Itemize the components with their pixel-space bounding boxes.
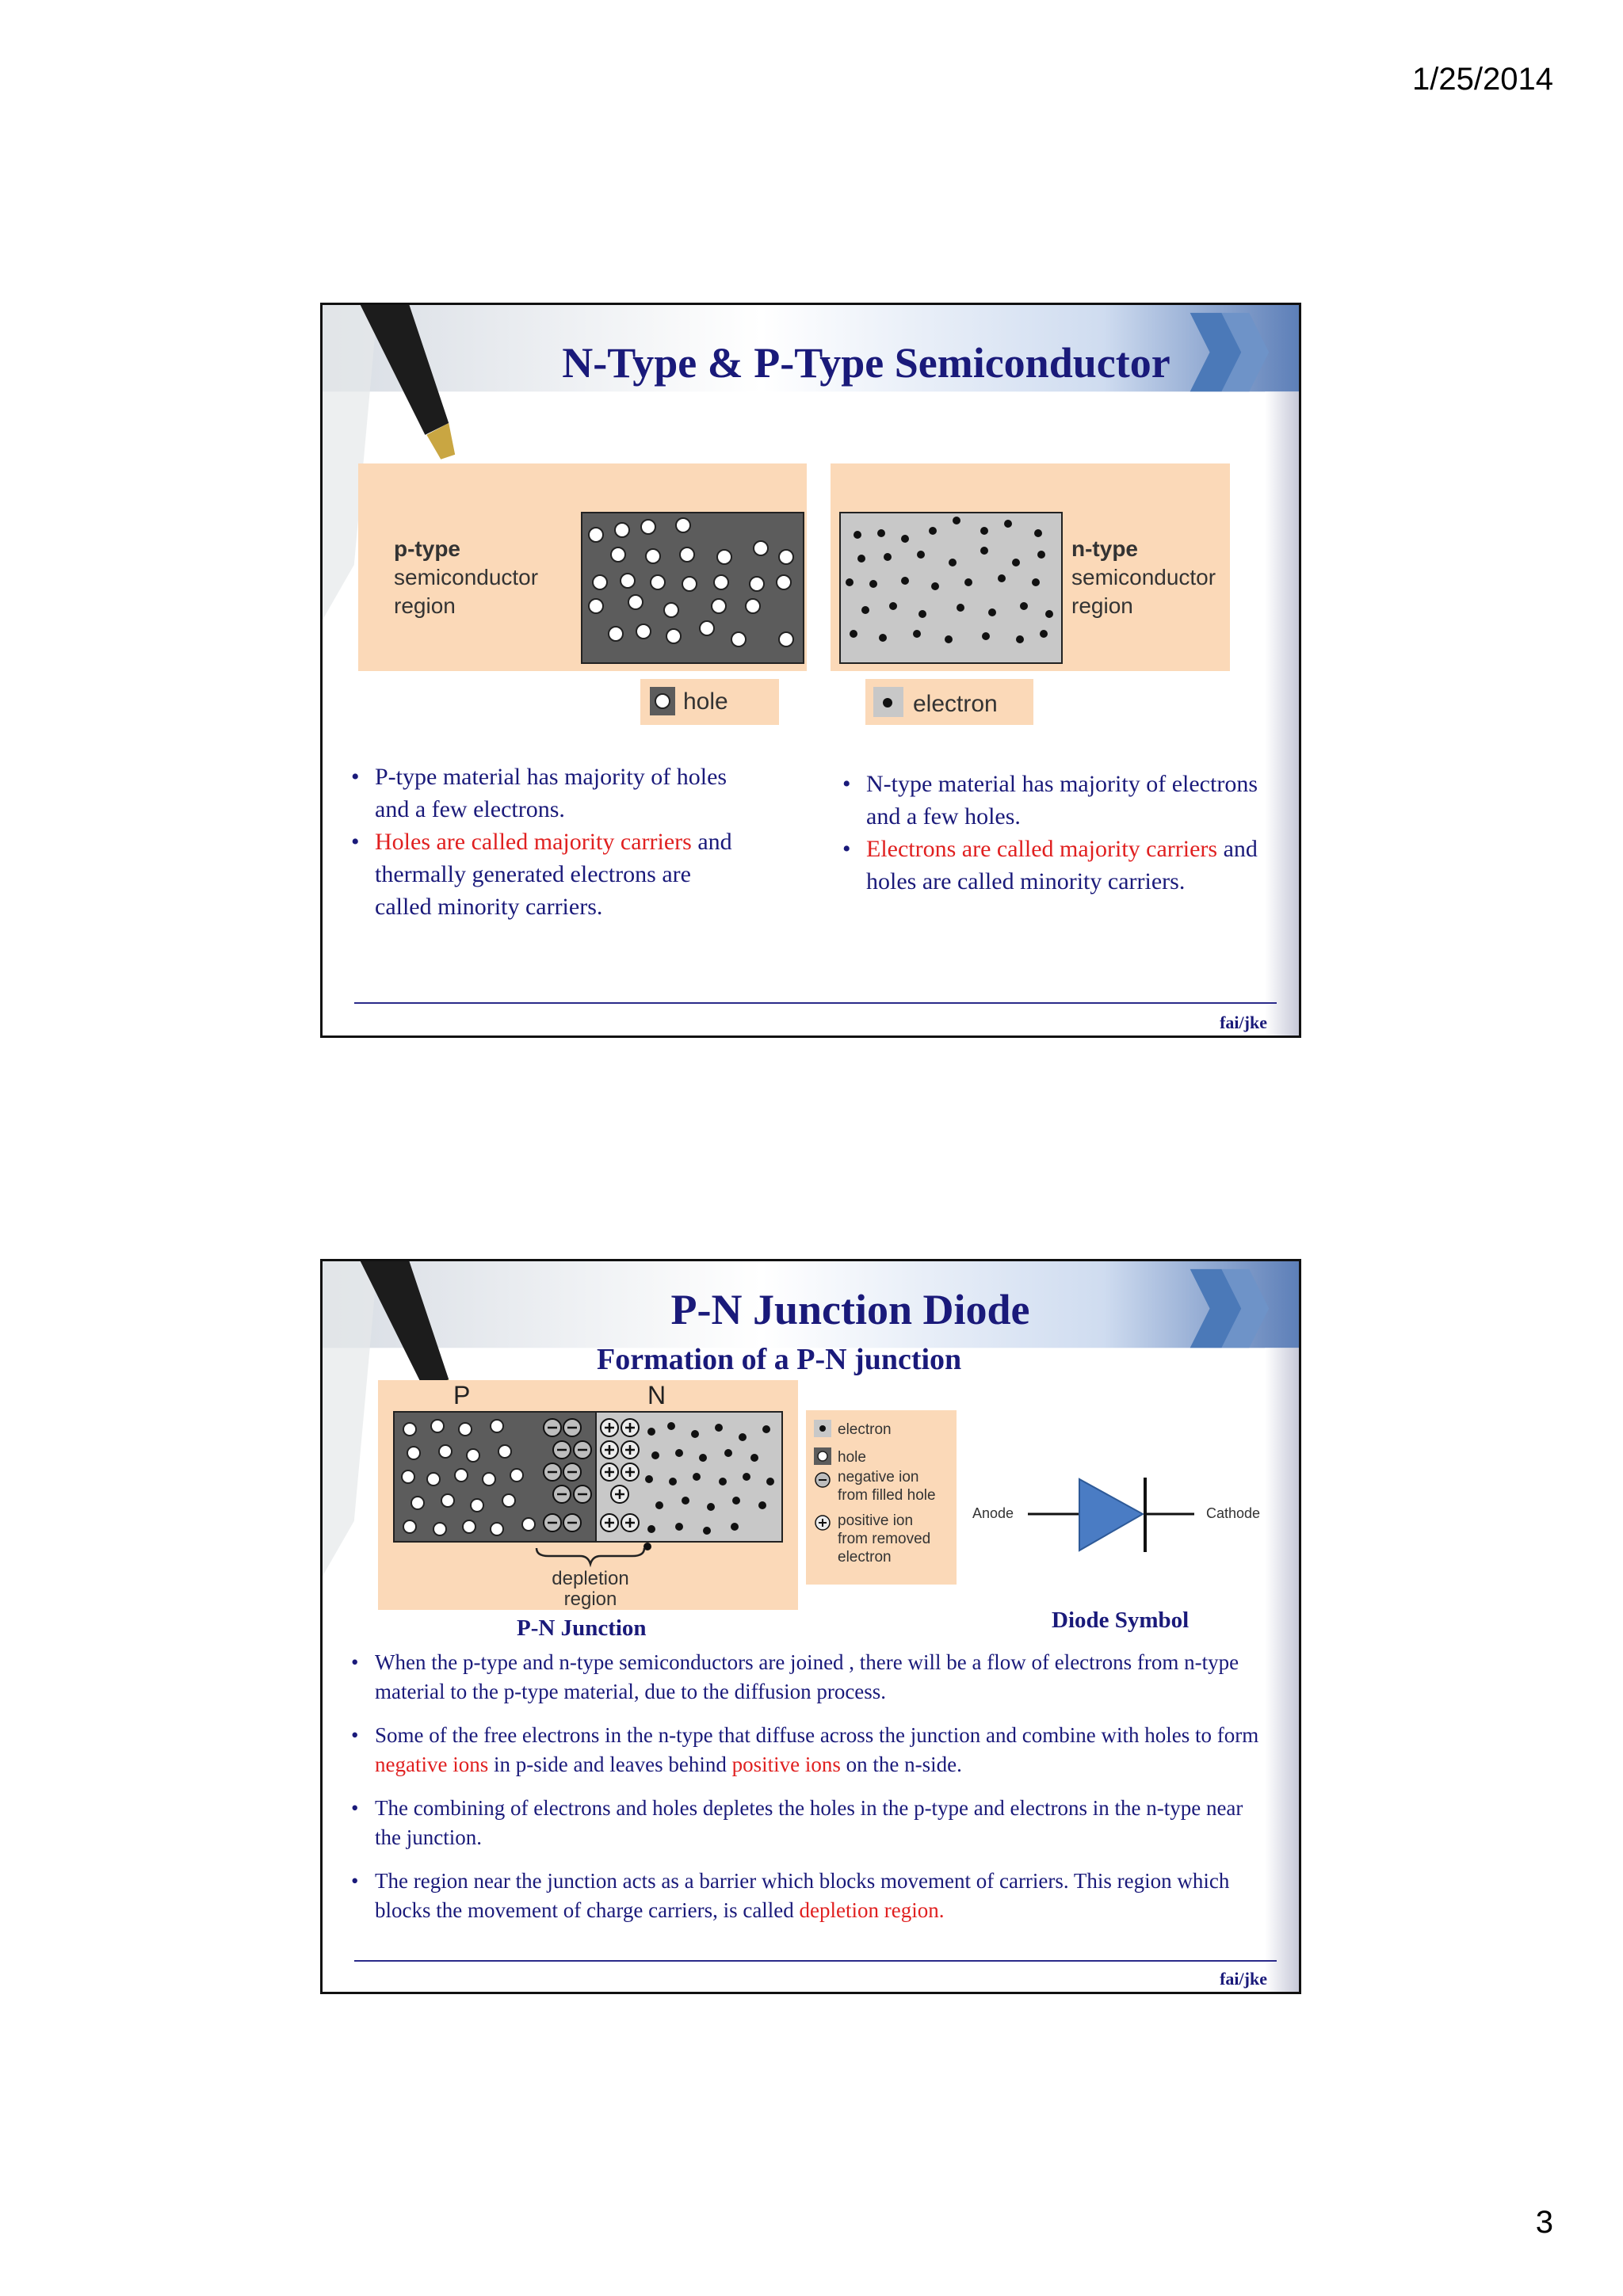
diode-symbol-caption: Diode Symbol <box>1052 1608 1190 1633</box>
hole-legend-icon <box>655 694 670 708</box>
pn-junction-figure <box>378 1380 964 1610</box>
legend-positive-ion: positive ion <box>838 1512 914 1529</box>
slide-2 <box>320 1259 1301 1994</box>
footer-mark: fai/jke <box>1220 1969 1267 1989</box>
footer-divider <box>354 1960 1277 1962</box>
electron-legend-icon <box>883 698 892 707</box>
legend-positive-ion-line3: electron <box>838 1549 892 1566</box>
legend-electron: electron <box>838 1421 892 1438</box>
page-number: 3 <box>1535 2205 1553 2240</box>
n-letter: N <box>647 1381 666 1409</box>
slide-2-subtitle: Formation of a P-N junction <box>597 1343 962 1376</box>
list-item: • Electrons are called majority carriers and holes are called minority carriers. <box>842 833 1270 898</box>
pn-junction-bullets <box>351 1648 1270 1939</box>
p-type-label: p-type <box>394 536 460 561</box>
anode-label: Anode <box>972 1505 1014 1521</box>
cathode-label: Cathode <box>1206 1505 1261 1521</box>
list-item: • The combining of electrons and holes depletes the holes in the p-type and electrons in the n-type near the junction. <box>351 1794 1270 1852</box>
hole-legend-label: hole <box>683 688 728 715</box>
depletion-label: depletion <box>552 1568 629 1589</box>
p-type-bullets <box>351 761 747 923</box>
n-type-label-line2: semiconductor <box>1071 565 1216 589</box>
list-item: • When the p-type and n-type semiconductors are joined , there will be a flow of electrons from n-type material to the p-type material, due to the diffusion process. <box>351 1648 1270 1707</box>
slide-2-title: P-N Junction Diode <box>670 1286 1030 1333</box>
diode-symbol <box>964 1471 1281 1558</box>
header-date: 1/25/2014 <box>1412 62 1553 97</box>
n-type-label-line3: region <box>1071 593 1133 618</box>
list-item: • Some of the free electrons in the n-type that diffuse across the junction and combine with holes to form negative ions in p-side and leaves behind positive ions on the n-side. <box>351 1721 1270 1779</box>
slide-1 <box>320 303 1301 1038</box>
legend-positive-ion-line2: from removed <box>838 1531 931 1547</box>
list-item: • Holes are called majority carriers and thermally generated electrons are called minority carriers. <box>351 826 747 923</box>
depletion-label-line2: region <box>563 1589 617 1610</box>
slide-1-title: N-Type & P-Type Semiconductor <box>562 339 1170 387</box>
legend-negative-ion: negative ion <box>838 1469 919 1486</box>
p-letter: P <box>453 1381 471 1409</box>
legend-hole: hole <box>838 1449 866 1466</box>
electron-icon <box>819 1425 826 1432</box>
pn-junction-caption: P-N Junction <box>517 1615 647 1641</box>
list-item: • N-type material has majority of electrons and a few holes. <box>842 768 1270 833</box>
footer-divider <box>354 1002 1277 1004</box>
diode-triangle-icon <box>1079 1479 1143 1550</box>
p-type-label-line2: semiconductor <box>394 565 539 589</box>
n-type-label: n-type <box>1071 536 1138 561</box>
p-type-label-line3: region <box>394 593 456 618</box>
n-type-bullets <box>842 768 1270 898</box>
footer-mark: fai/jke <box>1220 1013 1267 1032</box>
electron-legend-label: electron <box>913 691 998 717</box>
list-item: • The region near the junction acts as a barrier which blocks movement of carriers. This region which blocks the movement of charge carriers, is called depletion region. <box>351 1867 1270 1925</box>
semiconductor-figure <box>358 463 1230 729</box>
legend-negative-ion-line2: from filled hole <box>838 1487 936 1504</box>
hole-icon <box>818 1451 827 1461</box>
list-item: • P-type material has majority of holes and a few electrons. <box>351 761 747 826</box>
